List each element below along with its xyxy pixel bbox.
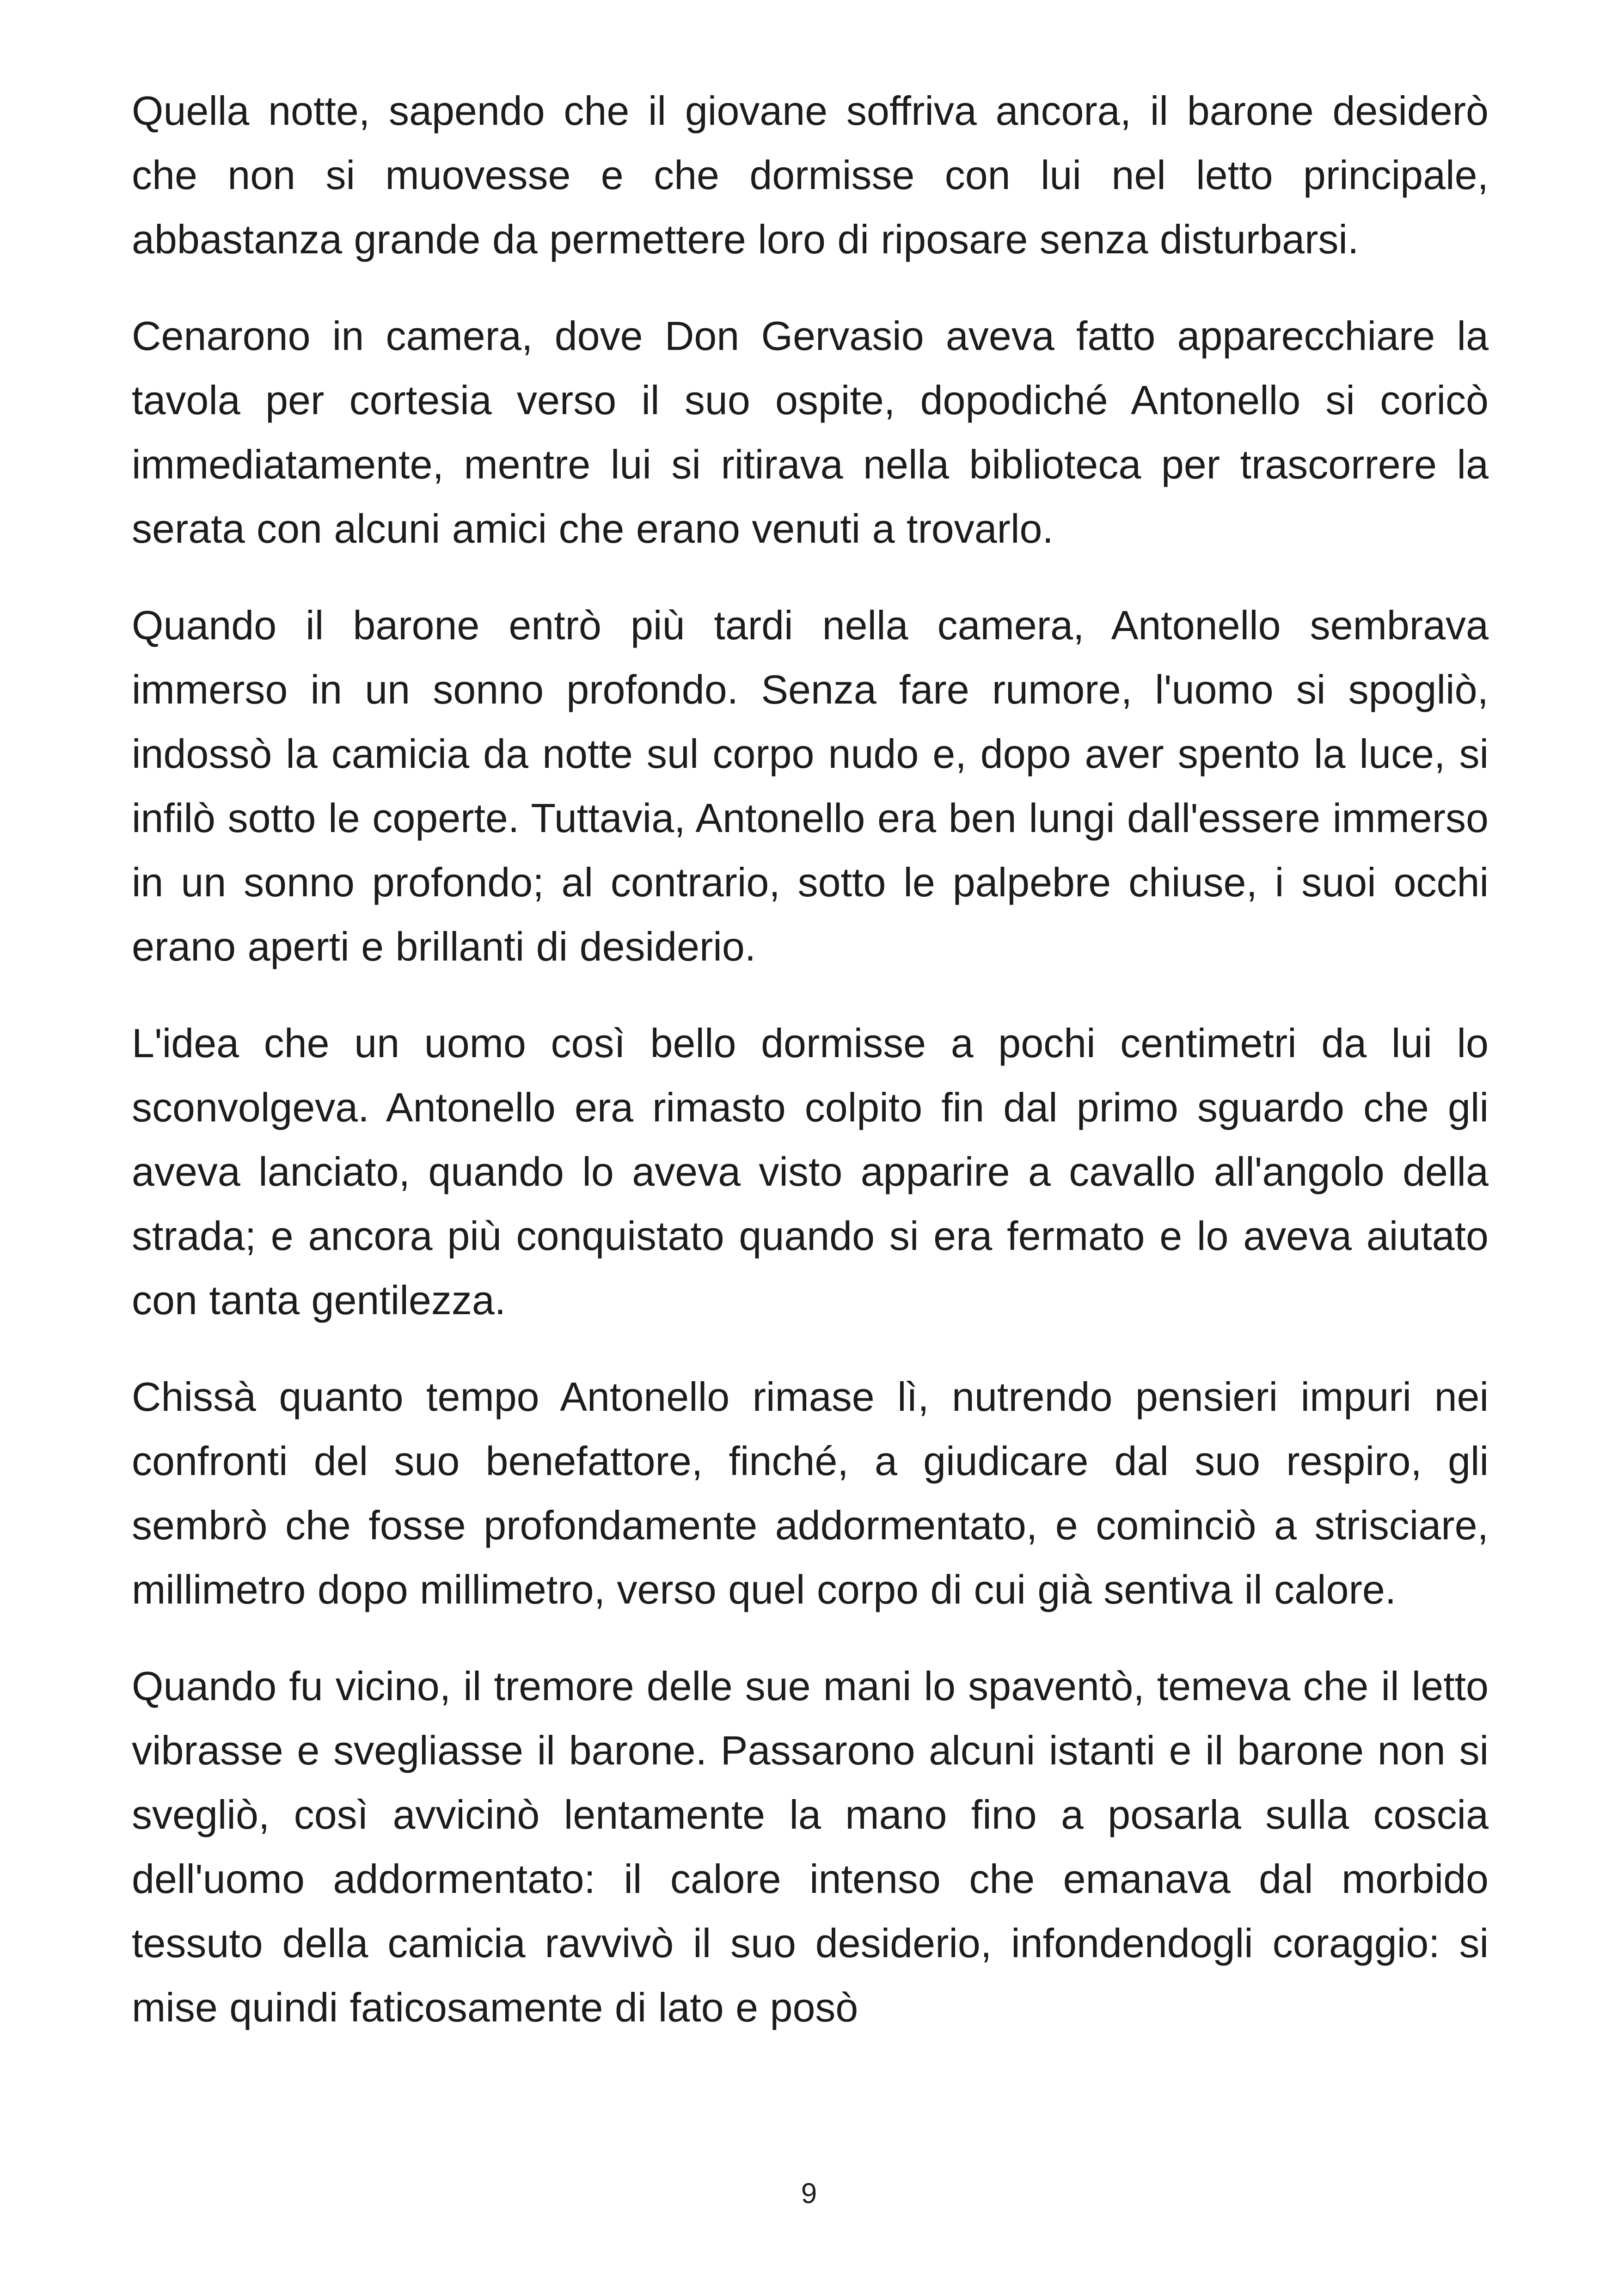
body-text — [132, 79, 1489, 2039]
paragraph-1: Quella notte, sapendo che il giovane soffriva ancora, il barone desiderò che non si muovesse e che dormisse con lui nel letto principale, abbastanza grande da permettere loro di riposare senza disturbarsi. — [132, 88, 1489, 262]
paragraph-5: Chissà quanto tempo Antonello rimase lì, nutrendo pensieri impuri nei confronti del suo benefattore, finché, a giudicare dal suo respiro, gli sembrò che fosse profondamente addormentato, e cominciò a strisciare, millimetro dopo millimetro, verso quel corpo di cui già sentiva il calore. — [132, 1374, 1489, 1612]
page-number: 9 — [801, 2178, 817, 2210]
paragraph-2: Cenarono in camera, dove Don Gervasio aveva fatto apparecchiare la tavola per cortesia verso il suo ospite, dopodiché Antonello si coricò immediatamente, mentre lui si ritirava nella biblioteca per trascorrere la serata con alcuni amici che erano venuti a trovarlo. — [132, 313, 1489, 551]
paragraph-6: Quando fu vicino, il tremore delle sue mani lo spaventò, temeva che il letto vibrasse e svegliasse il barone. Passarono alcuni istanti e il barone non si svegliò, così avvicinò lentamente la mano fino a posarla sulla coscia dell'uomo addormentato: il calore intenso che emanava dal morbido tessuto della camicia ravvivò il suo desiderio, infondendogli coraggio: si mise quindi faticosamente di lato e posò — [132, 1663, 1489, 2030]
paragraph-4: L'idea che un uomo così bello dormisse a pochi centimetri da lui lo sconvolgeva. Antonello era rimasto colpito fin dal primo sguardo che gli aveva lanciato, quando lo aveva visto apparire a cavallo all'angolo della strada; e ancora più conquistato quando si era fermato e lo aveva aiutato con tanta gentilezza. — [132, 1020, 1489, 1323]
paragraph-3: Quando il barone entrò più tardi nella camera, Antonello sembrava immerso in un sonno profondo. Senza fare rumore, l'uomo si spogliò, indossò la camicia da notte sul corpo nudo e, dopo aver spento la luce, si infilò sotto le coperte. Tuttavia, Antonello era ben lungi dall'essere immerso in un sonno profondo; al contrario, sotto le palpebre chiuse, i suoi occhi erano aperti e brillanti di desiderio. — [132, 602, 1489, 969]
